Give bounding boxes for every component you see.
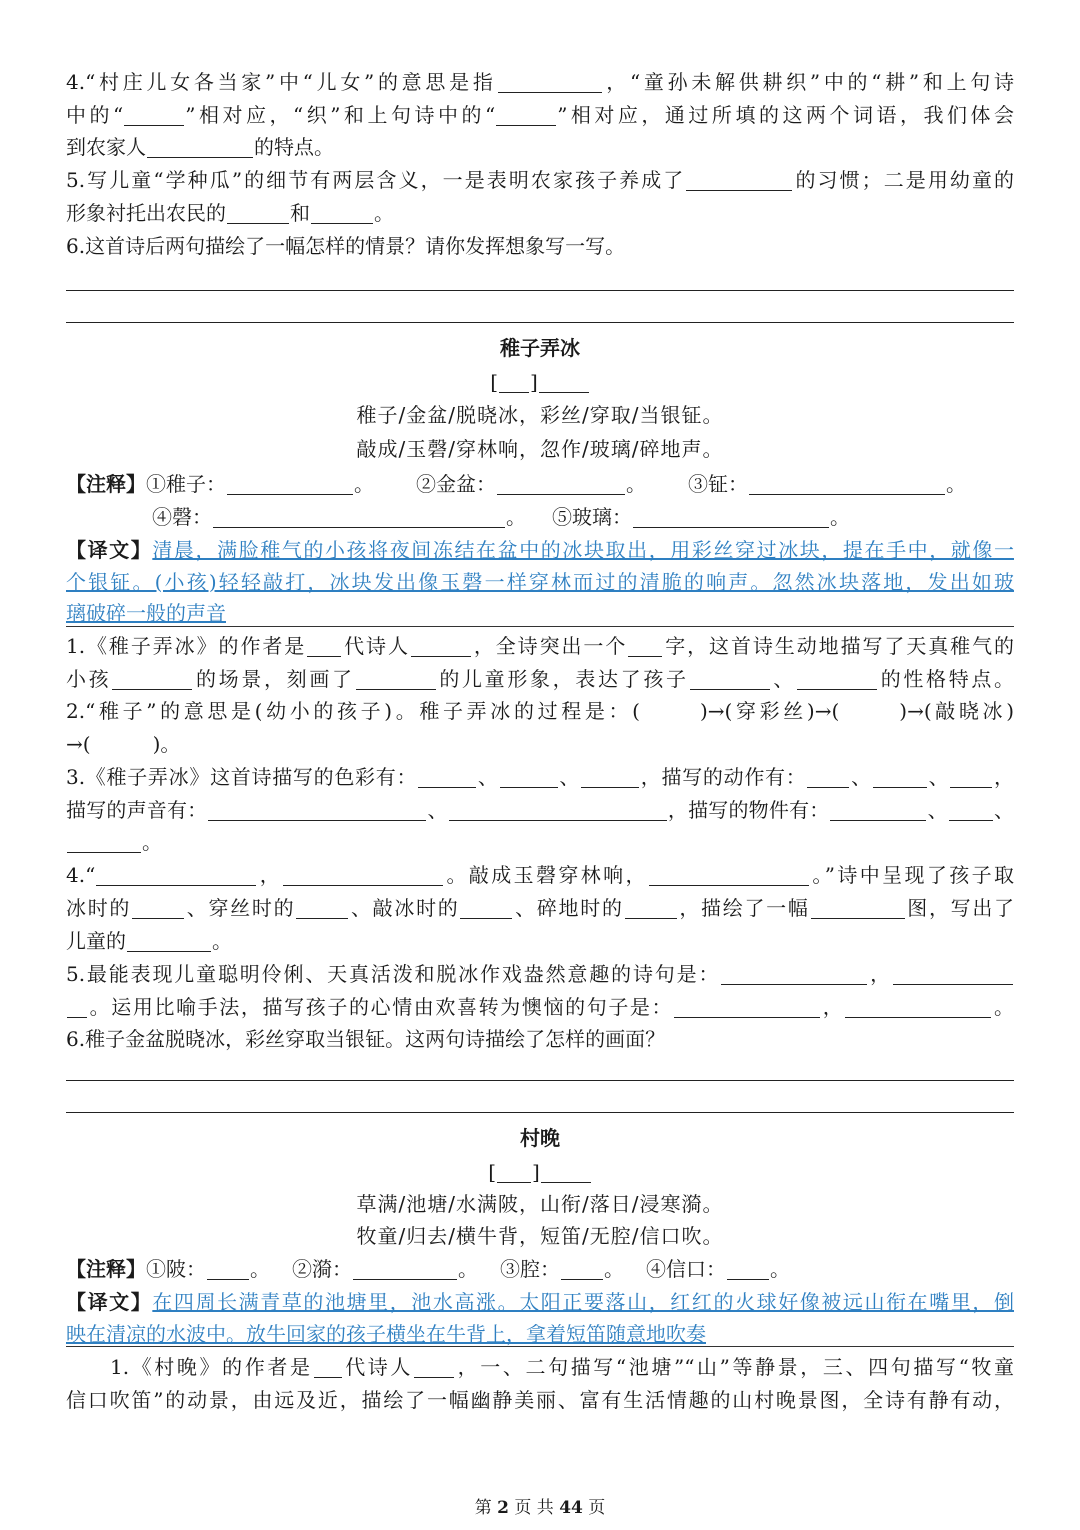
answer-blank[interactable] <box>124 103 184 126</box>
poem-verse: 敲成/玉磬/穿林响，忽作/玻璃/碎地声。 <box>356 437 724 461</box>
answer-line[interactable] <box>66 290 1014 291</box>
poem-title: 村晚 <box>520 1126 560 1150</box>
answer-blank[interactable] <box>67 995 87 1018</box>
answer-blank[interactable] <box>690 667 770 690</box>
question-line: 。运用比喻手法，描写孩子的心情由欢喜转为懊恼的句子是： ， 。 <box>66 991 1014 1024</box>
answer-blank[interactable] <box>749 472 945 495</box>
answer-blank[interactable] <box>845 995 991 1018</box>
poem-author-line: [ ] <box>66 366 1014 399</box>
answer-blank[interactable] <box>721 962 867 985</box>
page-footer: 第 2 页 共 44 页 <box>474 1498 606 1518</box>
answer-blank[interactable] <box>499 370 529 393</box>
answer-blank[interactable] <box>561 1257 603 1280</box>
question-line: 信口吹笛”的动景，由远及近，描绘了一幅幽静美丽、富有生活情趣的山村晚景图，全诗有静有动， <box>66 1388 1014 1412</box>
question-line: 4.“村庄儿女各当家”中“儿女”的意思是指 ，“童孙未解供耕织”中的“耕”和上句诗 <box>66 70 1014 94</box>
divider <box>66 1346 1014 1347</box>
answer-blank[interactable] <box>147 135 253 158</box>
answer-line[interactable] <box>66 1080 1014 1081</box>
answer-blank[interactable] <box>449 798 667 821</box>
answer-blank[interactable] <box>414 1355 454 1378</box>
answer-blank[interactable] <box>797 667 877 690</box>
answer-blank[interactable] <box>411 634 471 657</box>
answer-blank[interactable] <box>686 168 792 191</box>
answer-blank[interactable] <box>830 798 926 821</box>
answer-blank[interactable] <box>296 896 348 919</box>
answer-blank[interactable] <box>353 1257 457 1280</box>
answer-blank[interactable] <box>112 667 192 690</box>
answer-blank[interactable] <box>633 505 829 528</box>
answer-blank[interactable] <box>727 1257 769 1280</box>
answer-blank[interactable] <box>497 1160 531 1183</box>
question-line: 1.《村晚》的作者是 代诗人 ，一、二句描写“池塘”“山”等静景，三、四句描写“牧童 <box>110 1355 1014 1379</box>
question-line: 1.《稚子弄冰》的作者是 代诗人 ，全诗突出一个 字，这首诗生动地描写了天真稚气的 <box>66 634 1014 658</box>
poem-author-line: [ ] <box>66 1156 1014 1189</box>
notes-line: 【注释】①陂： 。 ②漪： 。 ③腔： 。 ④信口： 。 <box>66 1257 790 1281</box>
question-line: 到农家人 的特点。 <box>66 135 334 159</box>
answer-blank[interactable] <box>498 70 602 93</box>
answer-blank[interactable] <box>460 896 512 919</box>
answer-blank[interactable] <box>418 765 476 788</box>
answer-blank[interactable] <box>227 201 289 224</box>
answer-blank[interactable] <box>213 505 505 528</box>
poem-verse: 牧童/归去/横牛背，短笛/无腔/信口吹。 <box>356 1224 724 1248</box>
answer-blank[interactable] <box>132 896 184 919</box>
answer-blank[interactable] <box>581 765 639 788</box>
question-line: 儿童的 。 <box>66 929 232 953</box>
answer-blank[interactable] <box>541 1160 591 1183</box>
question-line: 6.稚子金盆脱晓冰，彩丝穿取当银钲。这两句诗描绘了怎样的画面？ <box>66 1027 666 1051</box>
notes-line: ④磬： 。 ⑤玻璃： 。 <box>152 505 850 529</box>
answer-blank[interactable] <box>539 370 589 393</box>
question-line: 形象衬托出农民的 和 。 <box>66 201 394 225</box>
answer-blank[interactable] <box>311 201 373 224</box>
answer-blank[interactable] <box>950 765 992 788</box>
answer-blank[interactable] <box>873 765 927 788</box>
question-line: 3.《稚子弄冰》这首诗描写的色彩有： 、 、 ，描写的动作有： 、 、 ， <box>66 765 1014 789</box>
answer-blank[interactable] <box>207 1257 249 1280</box>
answer-blank[interactable] <box>497 472 625 495</box>
question-line: 4.“ ， 。敲成玉磬穿林响， 。”诗中呈现了孩子取 <box>66 863 1014 887</box>
question-line: 。 <box>66 826 1014 859</box>
answer-blank[interactable] <box>628 634 662 657</box>
question-line: →( )。 <box>66 732 181 756</box>
translation-line: 【译文】在四周长满青草的池塘里，池水高涨。太阳正要落山，红红的火球好像被远山衔在嘴里，倒 <box>66 1290 1014 1314</box>
question-line: 2.“稚子”的意思是(幼小的孩子)。稚子弄冰的过程是：( )→(穿彩丝)→( )→(敲晓冰) <box>66 699 1014 723</box>
notes-line: 【注释】①稚子： 。 ②金盆： 。 ③钲： 。 <box>66 472 966 496</box>
poem-verse: 草满/池塘/水满陂，山衔/落日/浸寒漪。 <box>356 1192 724 1216</box>
divider <box>66 626 1014 627</box>
question-line: 冰时的 、穿丝时的 、敲冰时的 、碎地时的 ，描绘了一幅 图，写出了 <box>66 896 1014 920</box>
question-line: 5.写儿童“学种瓜”的细节有两层含义，一是表明农家孩子养成了 的习惯；二是用幼童的 <box>66 168 1014 192</box>
translation-line: 【译文】清晨，满脸稚气的小孩将夜间冻结在盆中的冰块取出，用彩丝穿过冰块，提在手中，就像一 <box>66 538 1014 562</box>
answer-blank[interactable] <box>496 103 556 126</box>
answer-blank[interactable] <box>649 863 809 886</box>
answer-blank[interactable] <box>283 863 443 886</box>
translation-line: 个银钲。(小孩)轻轻敲打，冰块发出像玉磬一样穿林而过的清脆的响声。忽然冰块落地，发出如玻 <box>66 570 1014 594</box>
answer-blank[interactable] <box>314 1355 342 1378</box>
answer-blank[interactable] <box>96 863 256 886</box>
question-line: 小孩 的场景，刻画了 的儿童形象，表达了孩子 、 的性格特点。 <box>66 667 1014 691</box>
question-line: 中的“ ”相对应，“织”和上句诗中的“ ”相对应，通过所填的这两个词语，我们体会 <box>66 103 1014 127</box>
answer-blank[interactable] <box>356 667 436 690</box>
poem-title: 稚子弄冰 <box>500 336 580 360</box>
answer-line[interactable] <box>66 1112 1014 1113</box>
answer-blank[interactable] <box>67 830 141 853</box>
translation-line: 映在清凉的水波中。放牛回家的孩子横坐在牛背上，拿着短笛随意地吹奏 <box>66 1322 706 1346</box>
answer-blank[interactable] <box>307 634 341 657</box>
answer-blank[interactable] <box>227 472 353 495</box>
question-line: 5.最能表现儿童聪明伶俐、天真活泼和脱冰作戏盎然意趣的诗句是： ， <box>66 958 1014 991</box>
answer-blank[interactable] <box>893 962 1013 985</box>
answer-blank[interactable] <box>625 896 677 919</box>
answer-blank[interactable] <box>127 929 211 952</box>
answer-blank[interactable] <box>949 798 993 821</box>
poem-verse: 稚子/金盆/脱晓冰，彩丝/穿取/当银钲。 <box>356 403 724 427</box>
answer-blank[interactable] <box>807 765 849 788</box>
answer-blank[interactable] <box>500 765 558 788</box>
translation-line: 璃破碎一般的声音 <box>66 601 226 625</box>
question-line: 6.这首诗后两句描绘了一幅怎样的情景？请你发挥想象写一写。 <box>66 234 626 258</box>
answer-blank[interactable] <box>674 995 820 1018</box>
answer-line[interactable] <box>66 322 1014 323</box>
answer-blank[interactable] <box>208 798 426 821</box>
answer-blank[interactable] <box>811 896 905 919</box>
question-line: 描写的声音有： 、 ，描写的物件有： 、 、 <box>66 798 1014 822</box>
